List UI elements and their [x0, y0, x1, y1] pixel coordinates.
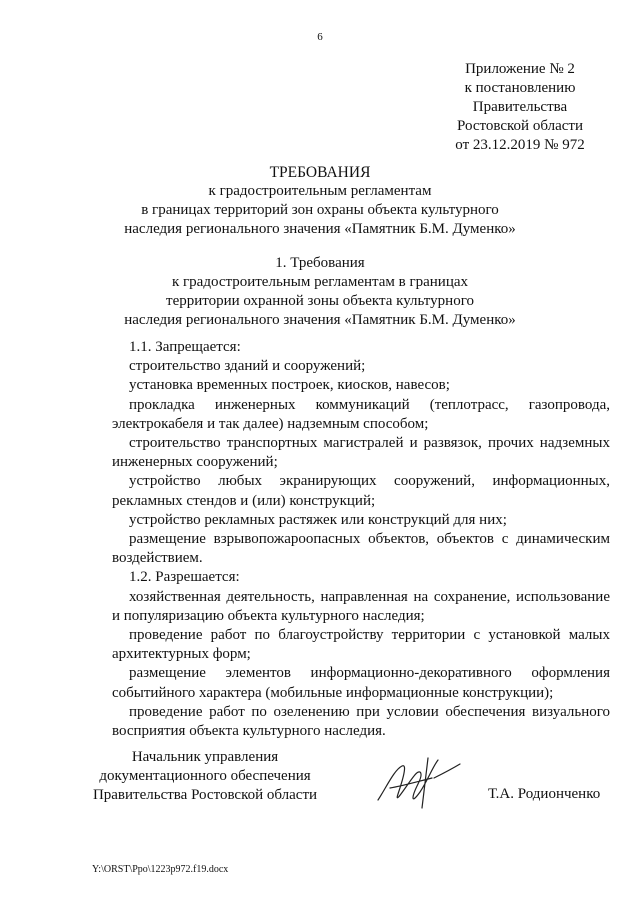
section-title	[110, 254, 530, 330]
signatory-title	[90, 748, 320, 805]
signatory-line: Начальник управления	[131, 749, 279, 765]
prohibited-item: установка временных построек, киосков, навесов;	[129, 377, 450, 394]
permitted-item: проведение работ по озеленению при условии обеспечения визуального восприятия объекта культурного наследия.	[112, 703, 610, 740]
file-path: Y:\ORST\Ppo\1223p972.f19.docx	[92, 864, 229, 875]
appendix-line: Приложение № 2	[465, 61, 575, 77]
document-body	[112, 338, 610, 741]
signatory-line: Правительства Ростовской области	[92, 787, 318, 803]
signatory-name: Т.А. Родионченко	[488, 786, 601, 802]
section-line: к градостроительным регламентам в границах	[171, 274, 469, 290]
page-number: 6	[317, 31, 323, 43]
permitted-item: размещение элементов информационно-декоративного оформления событийного характера (мобильные информационные конструкции);	[112, 665, 610, 701]
prohibited-item: устройство любых экранирующих сооружений, информационных, рекламных стендов и (или) конструкций;	[112, 473, 610, 509]
handwritten-signature	[372, 748, 468, 818]
title-line: к градостроительным регламентам	[208, 183, 432, 199]
permitted-item: хозяйственная деятельность, направленная на сохранение, использование и популяризацию объекта культурного наследия;	[112, 588, 610, 624]
prohibited-item: устройство рекламных растяжек или конструкций для них;	[129, 511, 507, 528]
title-line: в границах территорий зон охраны объекта культурного	[141, 202, 499, 218]
prohibited-item: строительство транспортных магистралей и развязок, прочих надземных инженерных сооружений;	[112, 435, 610, 471]
appendix-block	[440, 60, 600, 155]
title-line: наследия регионального значения «Памятник Б.М. Думенко»	[124, 221, 516, 237]
permitted-heading: 1.2. Разрешается:	[129, 569, 240, 586]
prohibited-item: прокладка инженерных коммуникаций (теплотрасс, газопровода, электрокабеля и так далее) надземным способом;	[112, 396, 610, 432]
prohibited-heading: 1.1. Запрещается:	[129, 339, 241, 355]
section-heading: 1. Требования	[275, 255, 365, 271]
prohibited-item: размещение взрывопожароопасных объектов, объектов с динамическим воздействием.	[112, 531, 610, 567]
appendix-line: Правительства	[472, 99, 568, 115]
document-title	[110, 163, 530, 239]
section-line: территории охранной зоны объекта культурного	[166, 293, 474, 309]
section-line: наследия регионального значения «Памятник Б.М. Думенко»	[124, 312, 516, 328]
appendix-line: к постановлению	[464, 80, 576, 96]
title-heading: ТРЕБОВАНИЯ	[269, 164, 371, 181]
appendix-line: Ростовской области	[457, 118, 583, 134]
signatory-line: документационного обеспечения	[99, 768, 311, 784]
prohibited-item: строительство зданий и сооружений;	[129, 358, 366, 375]
appendix-line: от 23.12.2019 № 972	[455, 137, 585, 153]
permitted-item: проведение работ по благоустройству территории с установкой малых архитектурных форм;	[112, 627, 610, 663]
